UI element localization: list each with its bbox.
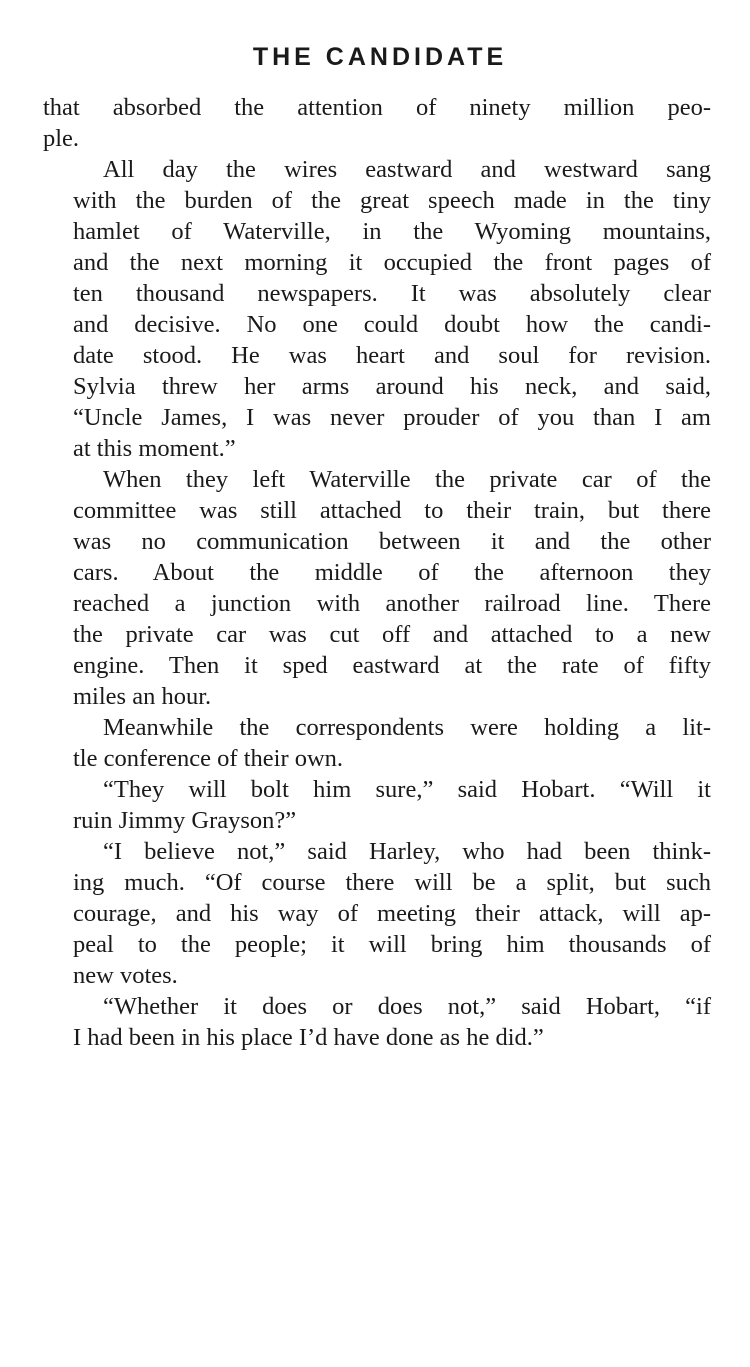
text-line: and the next morning it occupied the front pages of <box>73 249 711 276</box>
paragraph <box>43 464 711 712</box>
text-line: “Uncle James, I was never prouder of you than I am <box>73 404 711 431</box>
text-line: hamlet of Waterville, in the Wyoming mountains, <box>73 218 711 245</box>
paragraph <box>43 774 711 836</box>
text-line: “They will bolt him sure,” said Hobart. “Will it <box>103 776 711 803</box>
text-line: peal to the people; it will bring him thousands of <box>73 931 711 958</box>
text-line: miles an hour. <box>73 683 212 710</box>
text-line: Sylvia threw her arms around his neck, and said, <box>73 373 711 400</box>
paragraph <box>43 836 711 991</box>
text-line: was no communication between it and the other <box>73 528 711 555</box>
text-line: tle conference of their own. <box>73 745 344 772</box>
text-line: ten thousand newspapers. It was absolutely clear <box>73 280 711 307</box>
text-line: “Whether it does or does not,” said Hobart, “if <box>103 993 711 1020</box>
paragraph <box>43 92 711 154</box>
text-line: “I believe not,” said Harley, who had been think- <box>103 838 711 865</box>
text-line: Meanwhile the correspondents were holding a lit- <box>103 714 711 741</box>
paragraph <box>43 712 711 774</box>
text-line: I had been in his place I’d have done as he did.” <box>73 1024 544 1051</box>
book-page <box>43 40 711 1053</box>
text-line: ing much. “Of course there will be a split, but such <box>73 869 711 896</box>
text-line: the private car was cut off and attached to a new <box>73 621 711 648</box>
text-line: ruin Jimmy Grayson?” <box>73 807 297 834</box>
text-line: engine. Then it sped eastward at the rate of fifty <box>73 652 711 679</box>
body-text <box>43 92 711 1053</box>
text-line: ple. <box>43 125 80 152</box>
text-line: new votes. <box>73 962 178 989</box>
text-line: reached a junction with another railroad line. There <box>73 590 711 617</box>
paragraph <box>43 154 711 464</box>
text-line: courage, and his way of meeting their attack, will ap- <box>73 900 711 927</box>
text-line: All day the wires eastward and westward sang <box>103 156 711 183</box>
text-line: with the burden of the great speech made in the tiny <box>73 187 711 214</box>
text-line: When they left Waterville the private car of the <box>103 466 711 493</box>
text-line: at this moment.” <box>73 435 236 462</box>
running-head-title: THE CANDIDATE <box>252 43 508 71</box>
paragraph <box>43 991 711 1053</box>
text-line: cars. About the middle of the afternoon they <box>73 559 711 586</box>
text-line: committee was still attached to their train, but there <box>73 497 711 524</box>
text-line: date stood. He was heart and soul for revision. <box>73 342 711 369</box>
text-line: that absorbed the attention of ninety million peo- <box>43 94 711 121</box>
text-line: and decisive. No one could doubt how the candi- <box>73 311 711 338</box>
